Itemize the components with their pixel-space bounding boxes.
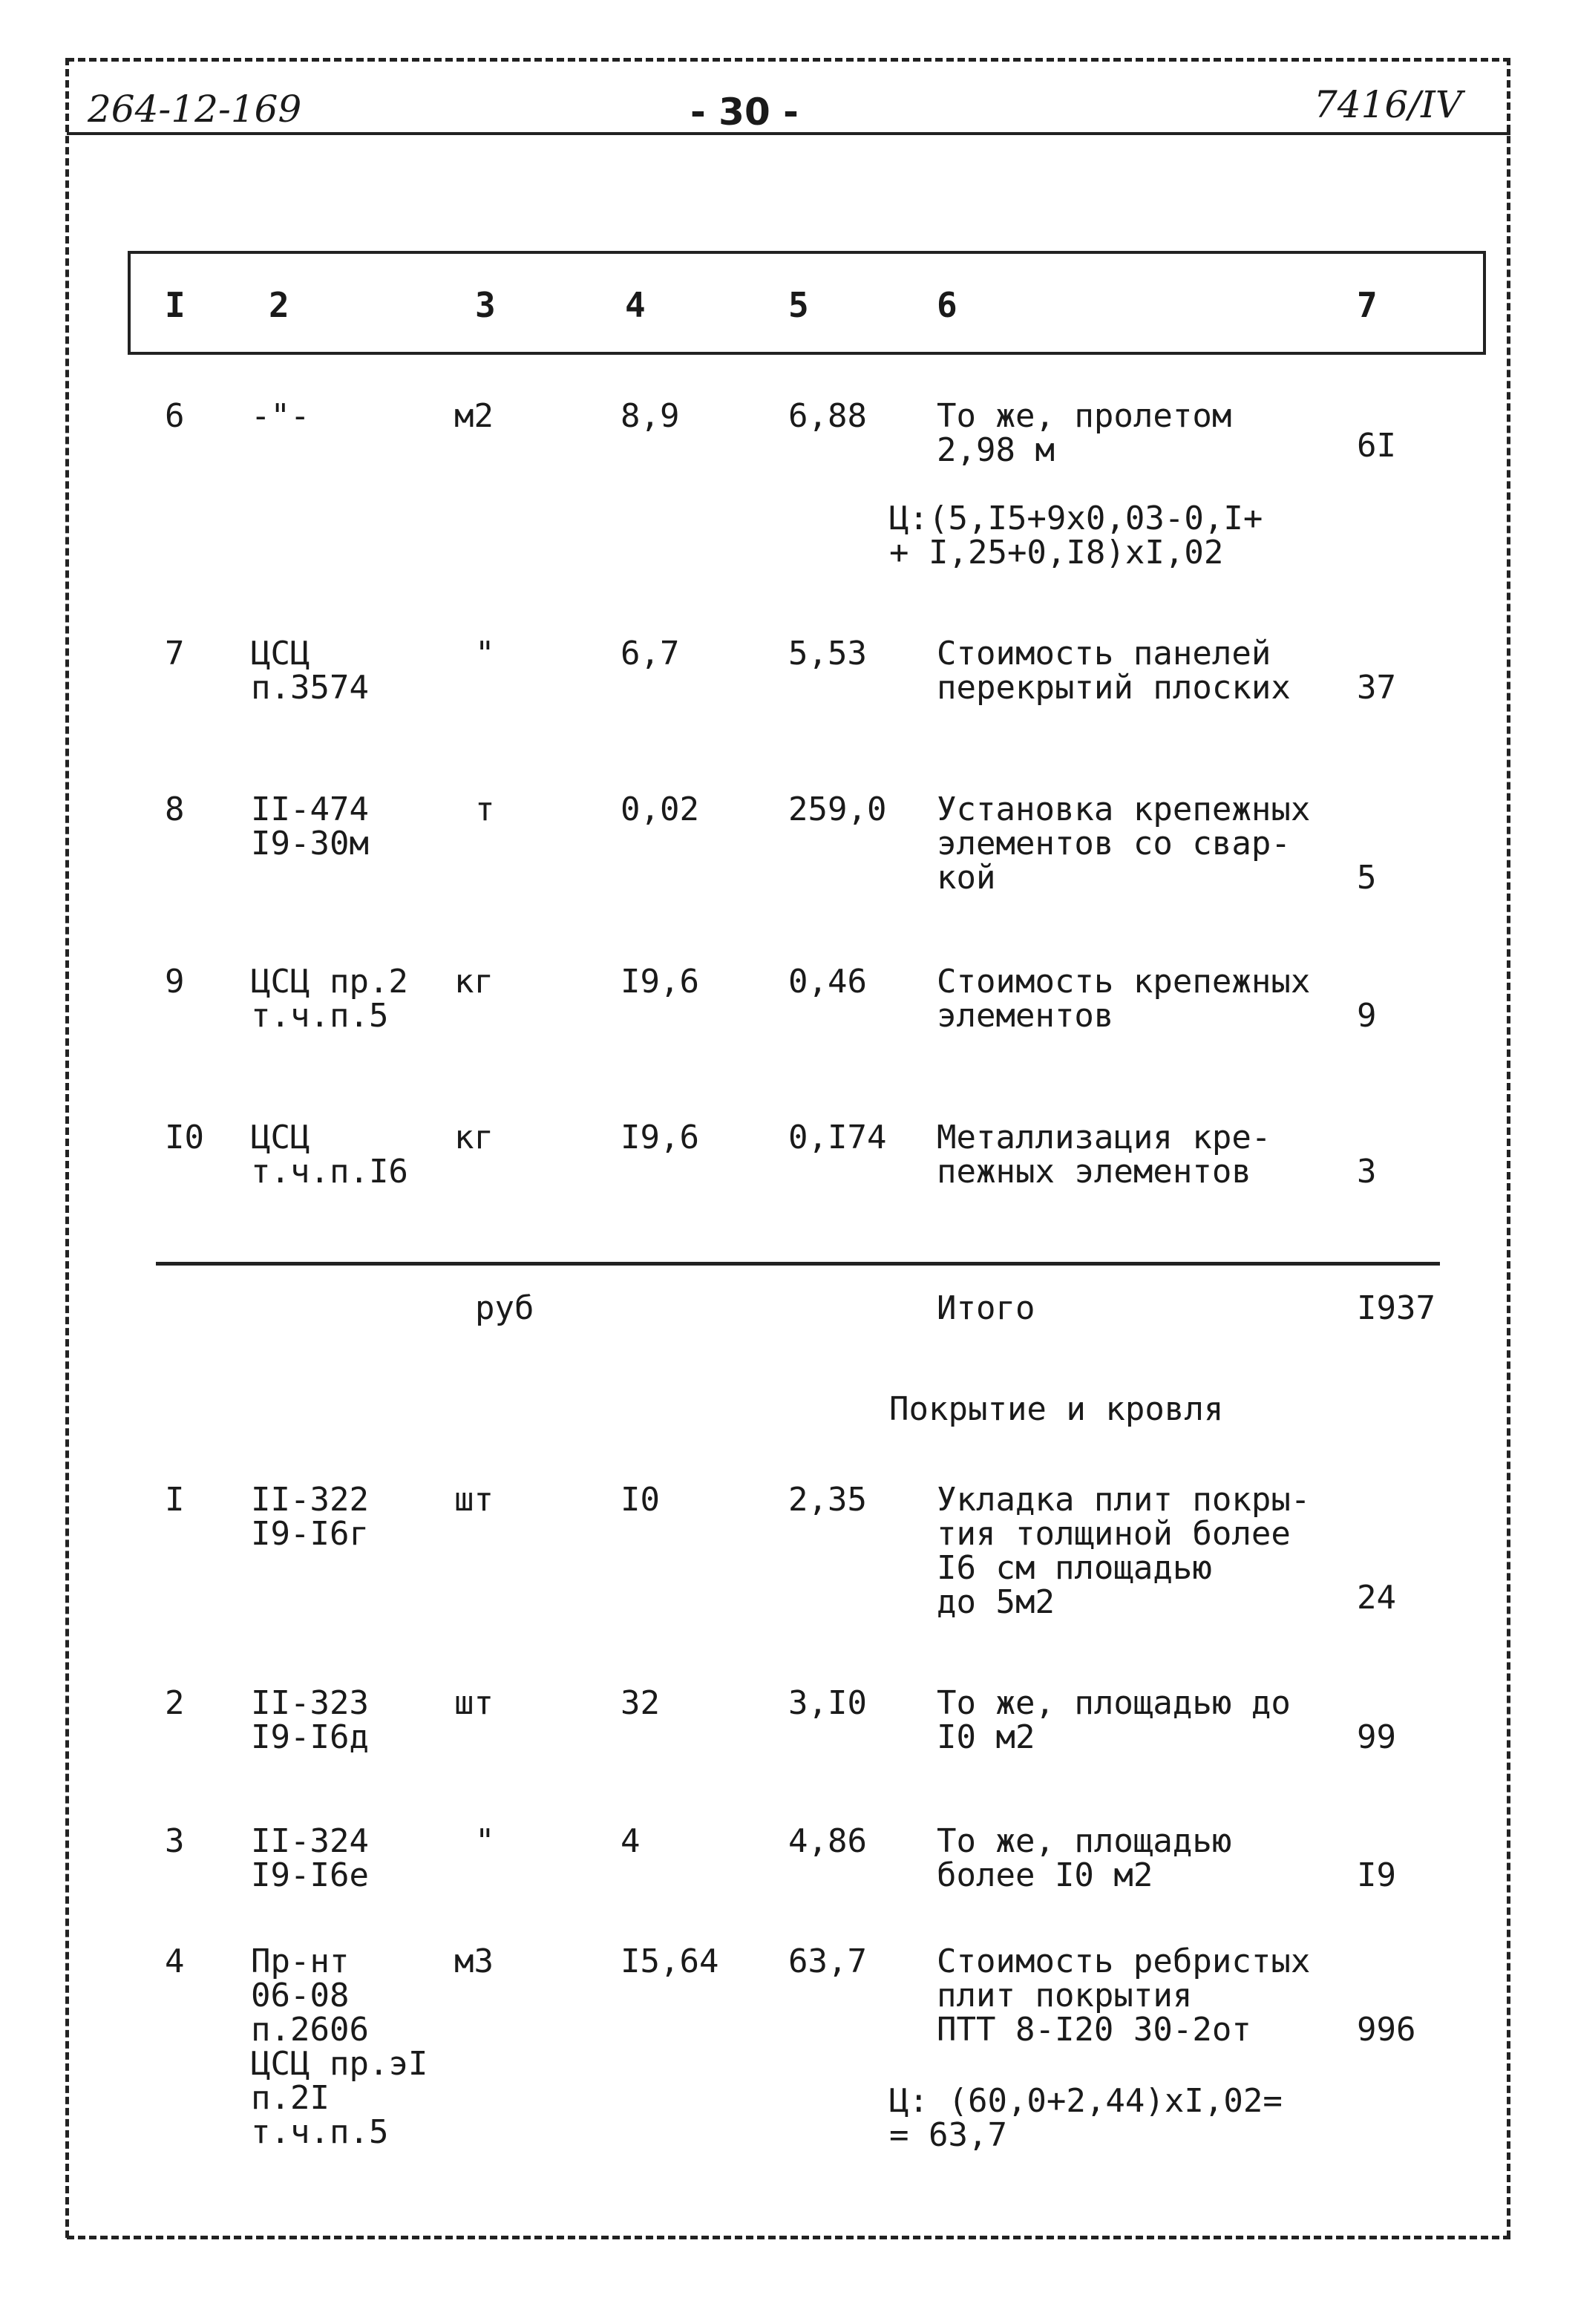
frame-left-border	[65, 58, 69, 2238]
page-number: - 30 -	[690, 91, 799, 134]
document-code-left: 264-12-169	[88, 88, 302, 131]
total-unit: руб	[475, 1289, 534, 1327]
section-title: Покрытие и кровля	[889, 1390, 1224, 1428]
column-header-2: 2	[269, 285, 289, 325]
column-header-5: 5	[788, 285, 809, 325]
frame-top-border	[67, 58, 1510, 62]
column-header-6: 6	[937, 285, 957, 325]
subtotal-rule	[156, 1262, 1440, 1266]
column-header-3: 3	[475, 285, 496, 325]
column-header-4: 4	[625, 285, 646, 325]
price-formula: Ц:(5,I5+9x0,03-0,I+ + I,25+0,I8)xI,02	[889, 500, 1263, 572]
document-page: 264-12-169 - 30 - 7416/IV I 2 3 4 5 6 7 6 -"- м2 8,9 6,88 То же, пролетом 2,98 м 6I Ц:(5,I5+9x0,03-0,I+ + I,25+0,I8)xI,02 7 ЦСЦ п.3574 " 6,7 5,53 Стоимость панелей перекрытий плоских 37 8 II-474 I9-30м т 0,02 259,0 Установка крепежных элементов со свар- кой 5 9 ЦСЦ пр.2 т.ч.п.5 кг I9,6 0,46 Стоимость крепежных элементов 9 I0 ЦСЦ т.ч.п.I6 кг I9,6 0,I74 Металлизация кре- пежных элементов 3 руб Итого I937 Покрытие и кровля I II-322 I9-I6г шт I0 2,35 Укладка плит покры- тия толщиной более I6 см площадью до 5м2 24 2 II-323 I9-I6д шт 32 3,I0 То же, площадью до I0 м2 99 3 II-324 I9-I6е " 4 4,86 То же, площадью более I0 м2 I9 4 Пр-нт 06-08 п.2606 ЦСЦ пр.эI п.2I т.ч.п.5 м3 I5,64 63,7 Стоимость ребристых плит покрытия ПТТ 8-I20 30-2от 996 Ц: (60,0+2,44)xI,02= = 63,7	[0, 0, 1578, 2324]
column-header-1: I	[165, 285, 186, 325]
frame-right-border	[1507, 58, 1510, 2238]
document-code-right: 7416/IV	[1314, 83, 1462, 126]
total-label: Итого	[937, 1289, 1035, 1327]
frame-bottom-border	[67, 2236, 1510, 2239]
column-header-7: 7	[1357, 285, 1378, 325]
price-formula: Ц: (60,0+2,44)xI,02= = 63,7	[889, 2082, 1283, 2154]
total-value: I937	[1357, 1289, 1435, 1327]
